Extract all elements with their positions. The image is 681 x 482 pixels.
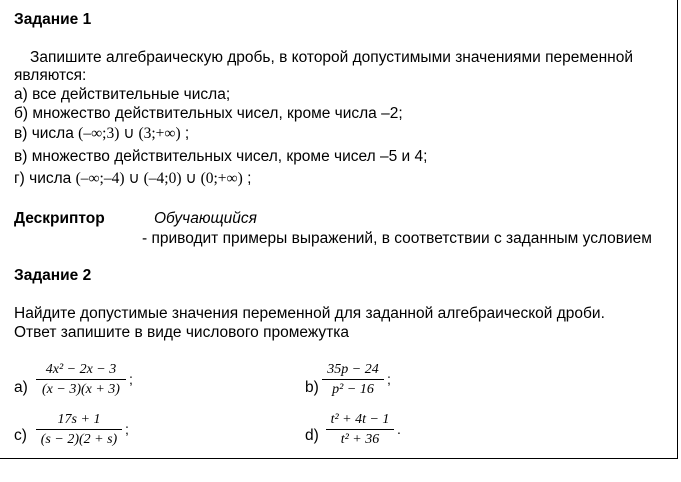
task2-line2: Ответ запишите в виде числового промежутка	[14, 324, 349, 341]
descriptor-label: Дескриптор	[14, 210, 105, 227]
task1-intro-line2: являются:	[14, 67, 87, 84]
task2-title: Задание 2	[14, 267, 92, 284]
task2-item-a-numerator: 4x² − 2x − 3	[45, 362, 117, 377]
task2-item-a-fraction	[36, 362, 133, 398]
task2-line1: Найдите допустимые значения переменной для заданной алгебраической дроби.	[14, 305, 605, 322]
task2-item-d-fraction	[326, 412, 401, 448]
task1-intro-line1: Запишите алгебраическую дробь, в которой допустимыми значениями переменной	[30, 49, 634, 66]
descriptor-who: Обучающийся	[154, 210, 257, 227]
task2-item-b-label: b)	[305, 379, 319, 396]
task1-item-v1-interval: (–∞;3) ∪ (3;+∞)	[78, 125, 181, 142]
task1-title: Задание 1	[14, 11, 92, 28]
task2-item-d-denominator: t² + 36	[340, 432, 380, 447]
task1-item-g-interval: (–∞;–4) ∪ (–4;0) ∪ (0;+∞)	[75, 170, 243, 187]
task2-item-c-fraction	[36, 412, 129, 448]
task2-item-c-denominator: (s − 2)(2 + s)	[40, 432, 118, 447]
task1-item-a: а) все действительные числа;	[14, 86, 231, 103]
task1-item-g-suffix: ;	[242, 170, 252, 187]
task2-item-c-tail: ;	[125, 421, 129, 437]
task2-item-b-fraction	[322, 362, 391, 398]
task1-item-g-prefix: г) числа	[14, 170, 72, 187]
task1-item-v1-suffix: ;	[180, 125, 190, 142]
task1-item-b: б) множество действительных чисел, кроме числа –2;	[14, 105, 403, 122]
task2-item-d-tail: .	[397, 421, 401, 437]
task2-item-a-denominator: (x − 3)(x + 3)	[42, 382, 120, 397]
task1-item-v1	[14, 125, 189, 143]
task2-item-c-numerator: 17s + 1	[57, 412, 101, 427]
task2-item-d-numerator: t² + 4t − 1	[330, 412, 390, 427]
task1-item-v2: в) множество действительных чисел, кроме чисел –5 и 4;	[14, 148, 428, 165]
task2-item-c-label: c)	[14, 427, 27, 444]
descriptor-text: - приводит примеры выражений, в соответствии с заданным условием	[142, 230, 652, 247]
task1-item-v1-prefix: в) числа	[14, 125, 74, 142]
task2-item-b-tail: ;	[387, 371, 391, 387]
task2-item-d-label: d)	[305, 427, 319, 444]
task2-item-b-numerator: 35p − 24	[327, 362, 379, 377]
task1-item-g	[14, 170, 251, 188]
task2-item-a-tail: ;	[129, 371, 133, 387]
task2-item-b-denominator: p² − 16	[332, 382, 374, 397]
task2-item-a-label: а)	[14, 379, 28, 396]
